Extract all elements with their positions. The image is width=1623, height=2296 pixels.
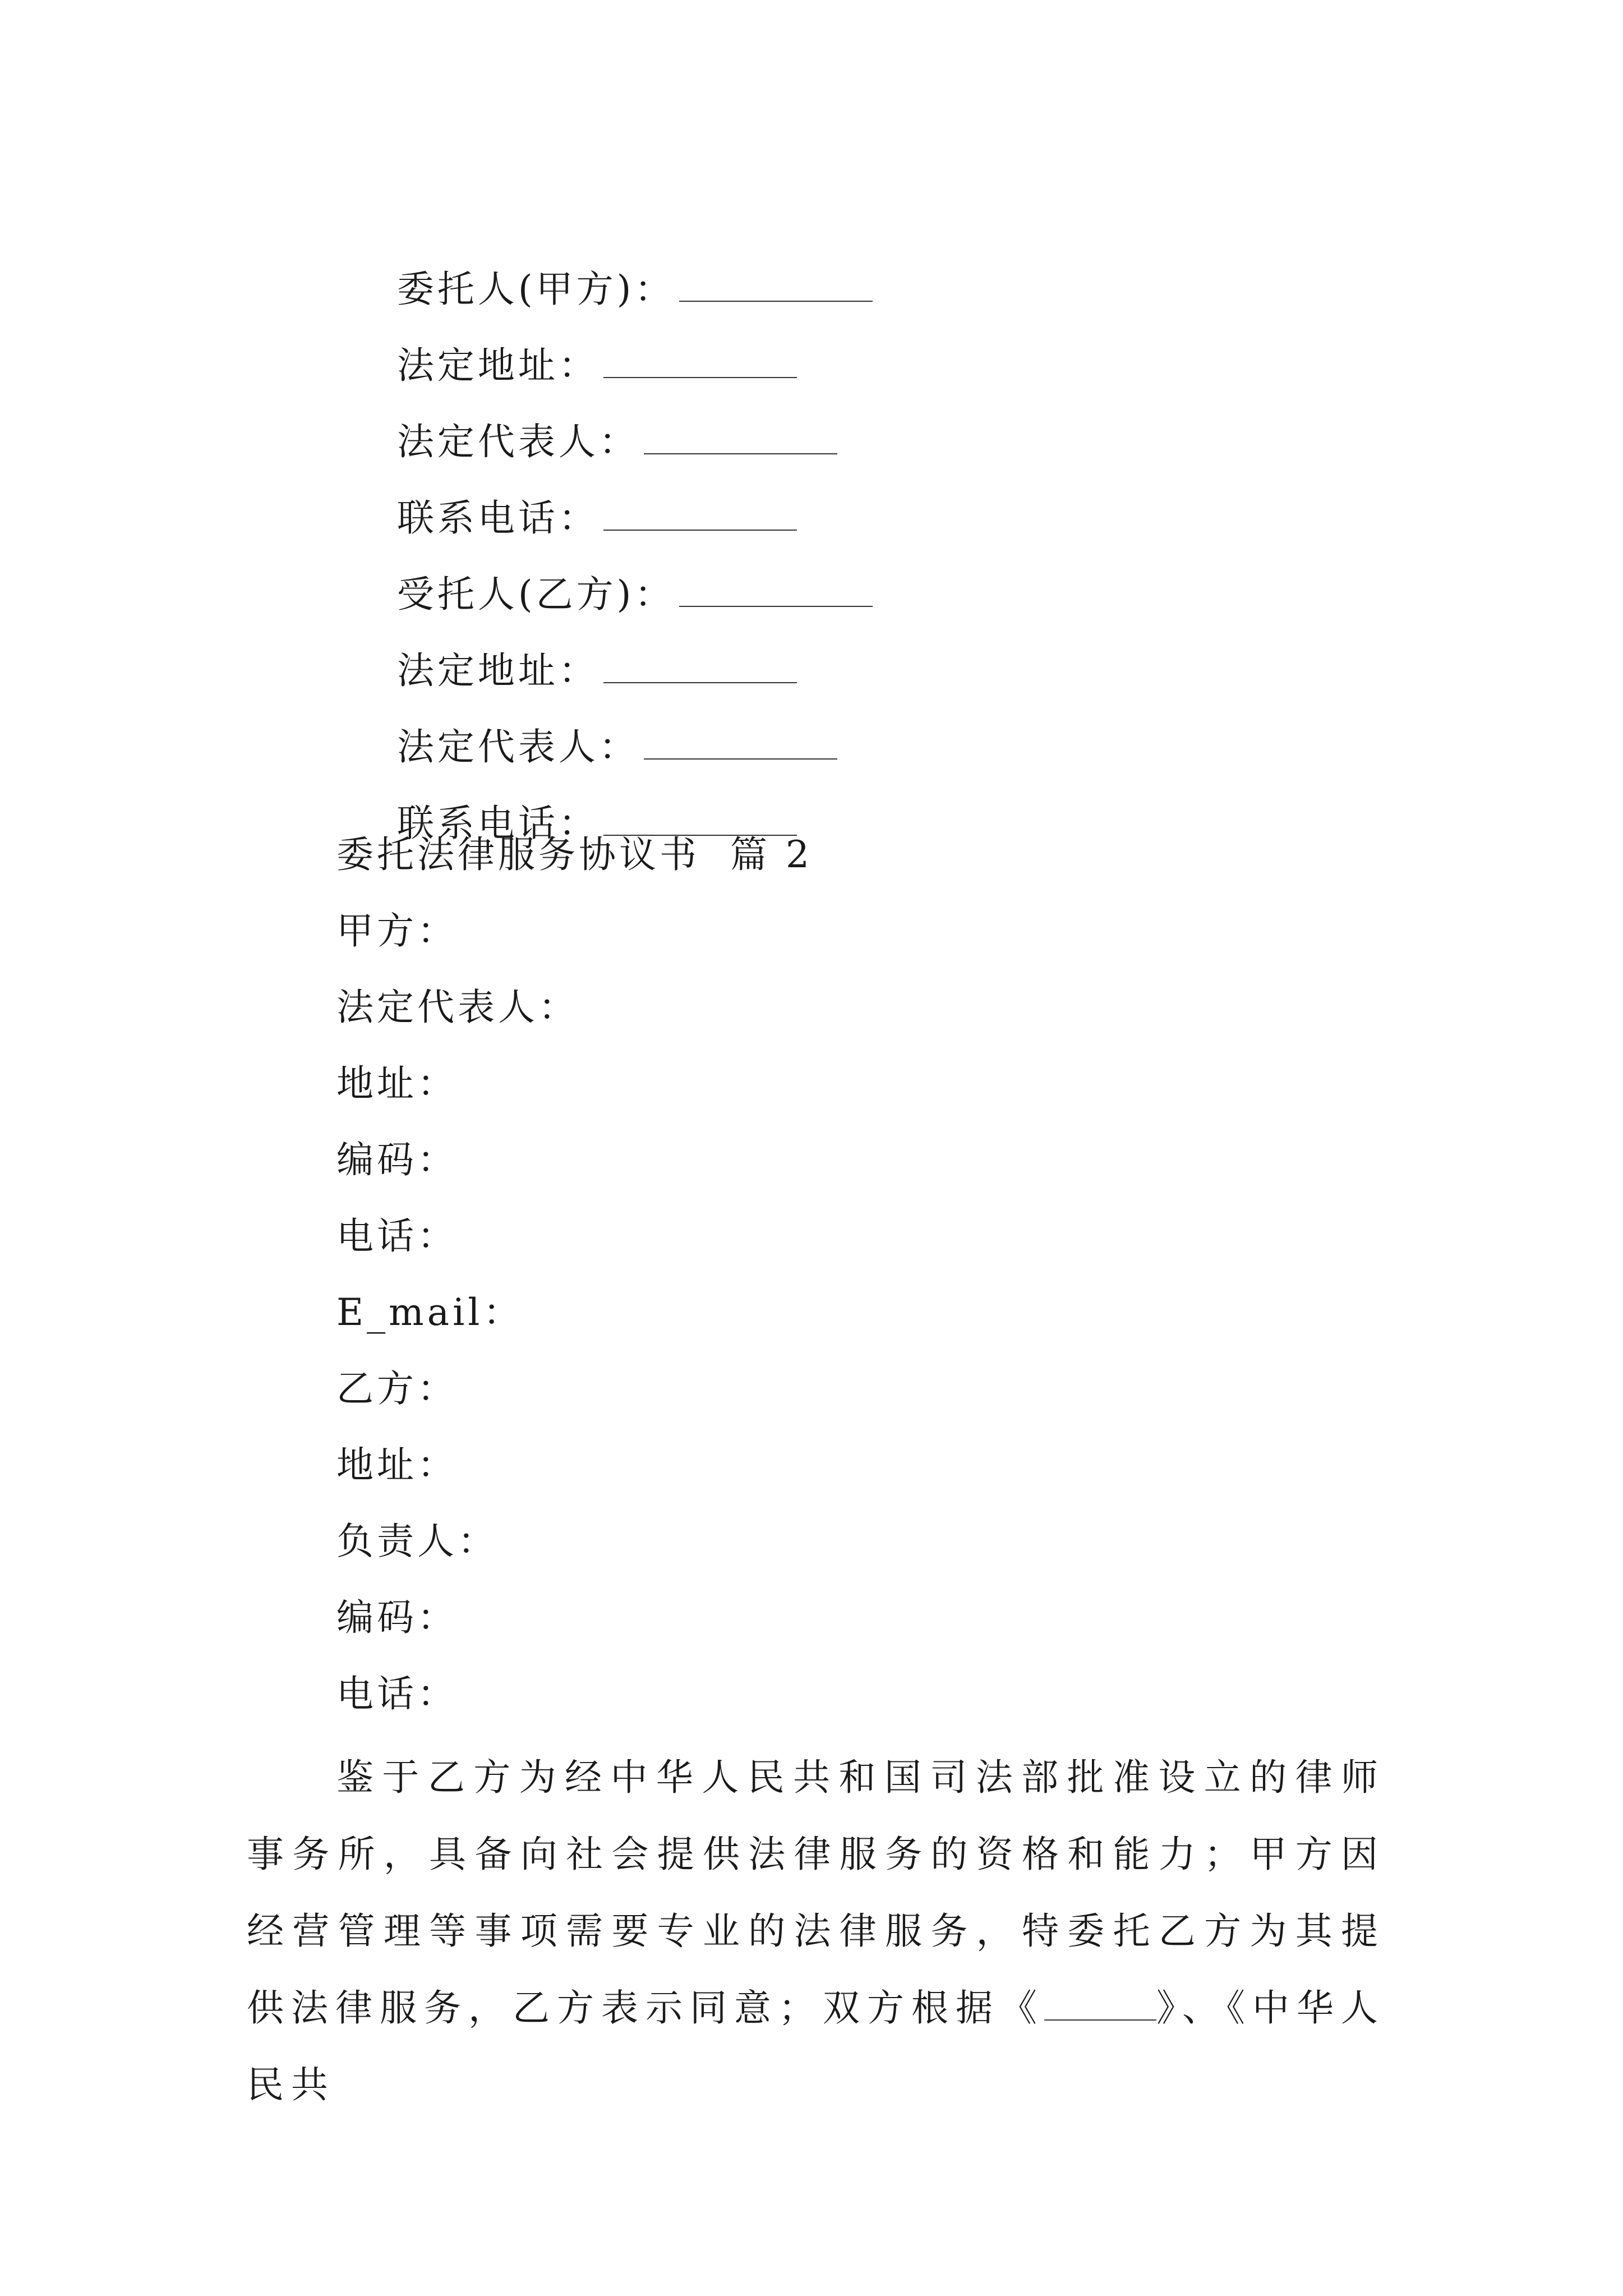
client-phone-field [336,451,797,540]
party-a-email-label: E_mail： [336,1291,524,1334]
agent-phone-blank [603,801,797,836]
agent-label: 受托人(乙方)： [396,573,675,616]
party-b-head-label: 负责人： [336,1520,498,1563]
law-name-blank [1044,1988,1156,2021]
client-phone-blank [603,496,797,531]
agent-rep-blank [644,725,837,760]
body-text-part1: 鉴于乙方为经中华人民共和国司法部批准设立的律师事务所，具备向社会提供法律服务的资格和能力；甲方因经营管理等事项需要专业的法律服务，特委托乙方为其提供法律服务，乙方表示同意；双方根据《 [247,1756,1385,2030]
party-b-phone-label: 电话： [336,1672,458,1715]
agent-address-label: 法定地址： [396,649,599,692]
client-address-field [336,298,797,387]
client-blank [679,267,873,302]
agent-phone-label: 联系电话： [396,802,599,845]
client-label: 委托人(甲方)： [396,268,675,311]
client-field [336,222,873,311]
agent-field [336,527,873,616]
agent-rep-field [336,680,837,769]
section-heading: 委托法律服务协议书 篇 2 [336,833,813,876]
party-b-postcode-label: 编码： [336,1596,458,1639]
client-phone-label: 联系电话： [396,496,599,540]
party-a-address-label: 地址： [336,1062,458,1105]
party-a-rep-label: 法定代表人： [336,986,579,1029]
party-a-label: 甲方： [336,909,458,953]
client-rep-field [336,375,837,463]
party-b-label: 乙方： [336,1367,458,1410]
party-b-address-label: 地址： [336,1443,458,1487]
agent-phone-field [336,756,797,845]
client-address-blank [603,343,797,378]
client-rep-blank [644,420,837,454]
party-a-phone-label: 电话： [336,1214,458,1258]
agent-rep-label: 法定代表人： [396,725,639,769]
party-a-postcode-label: 编码： [336,1138,458,1181]
agent-address-field [336,604,797,692]
client-address-label: 法定地址： [396,344,599,387]
agent-address-blank [603,648,797,683]
client-rep-label: 法定代表人： [396,420,639,463]
body-paragraph [247,1739,1385,2123]
body-text-part2: 》、《中华人民共 [247,1986,1385,2106]
agent-blank [679,572,873,607]
